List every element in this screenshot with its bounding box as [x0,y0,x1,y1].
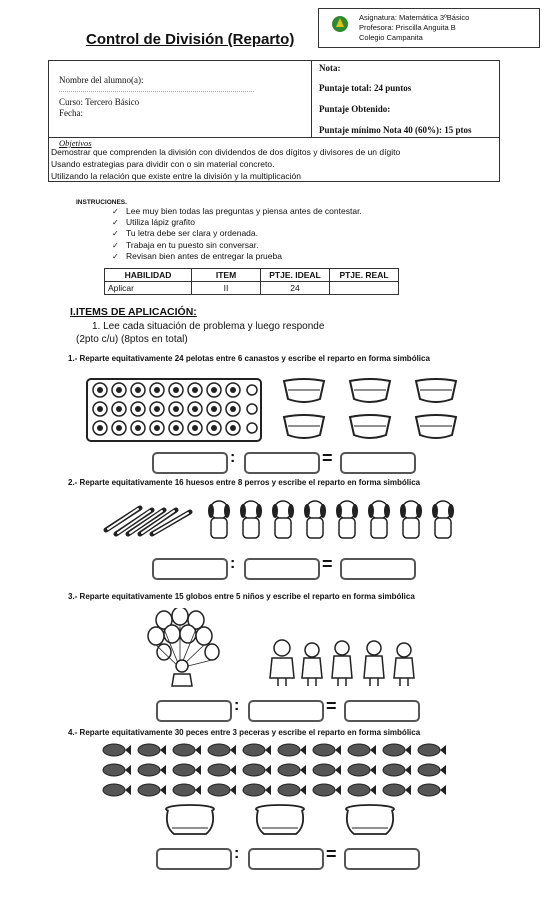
divisor-answer-box[interactable] [248,848,324,870]
equals-sign: = [326,844,337,864]
step-instruction: 1. Lee cada situación de problema y luego responde [92,321,325,332]
balloons-child-icon [140,608,236,690]
table-cell: Aplicar [105,282,192,295]
table-header-row [105,269,399,282]
checkmark-icon: ✓ [112,207,119,216]
baskets-icon [278,375,468,445]
table-cell: II [192,282,261,295]
dividend-answer-box[interactable] [152,558,228,580]
name-label: Nombre del alumno(a): [59,75,144,85]
table-row [105,282,399,295]
division-sign: : [234,845,240,862]
page-title: Control de División (Reparto) [86,31,295,48]
problem-4-text: 4.- Reparte equitativamente 30 peces entre 3 peceras y escribe el reparto en forma simbólica [68,728,421,737]
instruction-item: ✓ Revisan bien antes de entregar la prueba [112,250,282,261]
skills-table [104,268,399,295]
children-icon [268,638,418,688]
table-header: HABILIDAD [105,269,192,282]
divisor-answer-box[interactable] [248,700,324,722]
table-header: PTJE. IDEAL [261,269,330,282]
equals-sign: = [322,448,333,468]
table-cell: 24 [261,282,330,295]
instructions-title: INSTRUCIONES. [76,199,127,206]
checkmark-icon: ✓ [112,240,119,250]
problem-3-text: 3.- Reparte equitativamente 15 globos entre 5 niños y escribe el reparto en forma simbólica [68,592,415,601]
checkmark-icon: ✓ [112,229,119,239]
equals-sign: = [326,696,337,716]
school-logo [325,13,355,43]
dividend-answer-box[interactable] [156,700,232,722]
teacher-line: Profesora: Priscilla Anguita B [359,23,456,32]
minimum-score: Puntaje mínimo Nota 40 (60%): 15 ptos [319,125,472,135]
objective-line: Utilizando la relación que existe entre la división y la multiplicación [51,171,301,181]
division-sign: : [230,449,236,466]
dividend-answer-box[interactable] [152,452,228,474]
objective-line: Usando estrategias para dividir con o sin material concreto. [51,159,275,169]
school-info-box [318,8,540,48]
problem-1-text: 1.- Reparte equitativamente 24 pelotas entre 6 canastos y escribe el reparto en forma simbólica [68,354,430,363]
points-note: (2pto c/u) (8ptos en total) [76,334,188,345]
table-cell [330,282,399,295]
total-score: Puntaje total: 24 puntos [319,83,412,93]
divisor-answer-box[interactable] [244,452,320,474]
objective-line: Demostrar que comprenden la división con dividendos de dos dígitos y divisores de un dígito [51,147,401,157]
course-label: Curso: Tercero Básico [59,97,140,107]
student-info-box [48,60,500,182]
fish-group-icon [100,742,450,798]
problem-2-text: 2.- Reparte equitativamente 16 huesos entre 8 perros y escribe el reparto en forma simbólica [68,478,421,487]
instruction-item: ✓ Trabaja en tu puesto sin conversar. [112,239,259,250]
quotient-answer-box[interactable] [344,700,420,722]
checkmark-icon: ✓ [112,218,119,228]
divider [311,61,312,137]
division-sign: : [234,697,240,714]
equals-sign: = [322,554,333,574]
name-line: .................................................................................................. [59,88,255,94]
date-label: Fecha: [59,108,83,118]
divisor-answer-box[interactable] [244,558,320,580]
checkmark-icon: ✓ [112,251,119,261]
instructions-list [112,206,362,262]
instruction-item: ✓ Utiliza lápiz grafito [112,217,195,228]
table-header: PTJE. REAL [330,269,399,282]
table-header: ITEM [192,269,261,282]
instruction-item: ✓ Lee muy bien todas las preguntas y piensa antes de contestar. [112,206,362,216]
bones-pile-icon [100,500,198,540]
dividend-answer-box[interactable] [156,848,232,870]
section-title: I.ITEMS DE APLICACIÓN: [70,306,197,318]
quotient-answer-box[interactable] [340,558,416,580]
quotient-answer-box[interactable] [344,848,420,870]
obtained-score: Puntaje Obtenido: [319,104,391,114]
instruction-item: ✓ Tu letra debe ser clara y ordenada. [112,228,258,239]
fishbowls-icon [162,804,398,838]
subject-line: Asignatura: Matemática 3ºBásico [359,13,470,22]
balls-tray-icon [86,378,262,442]
objectives-title: Objetivos [59,138,92,148]
school-line: Colegio Campanita [359,33,423,42]
division-sign: : [230,555,236,572]
divider [49,137,499,138]
quotient-answer-box[interactable] [340,452,416,474]
grade-label: Nota: [319,63,341,73]
dogs-icon [205,498,460,542]
